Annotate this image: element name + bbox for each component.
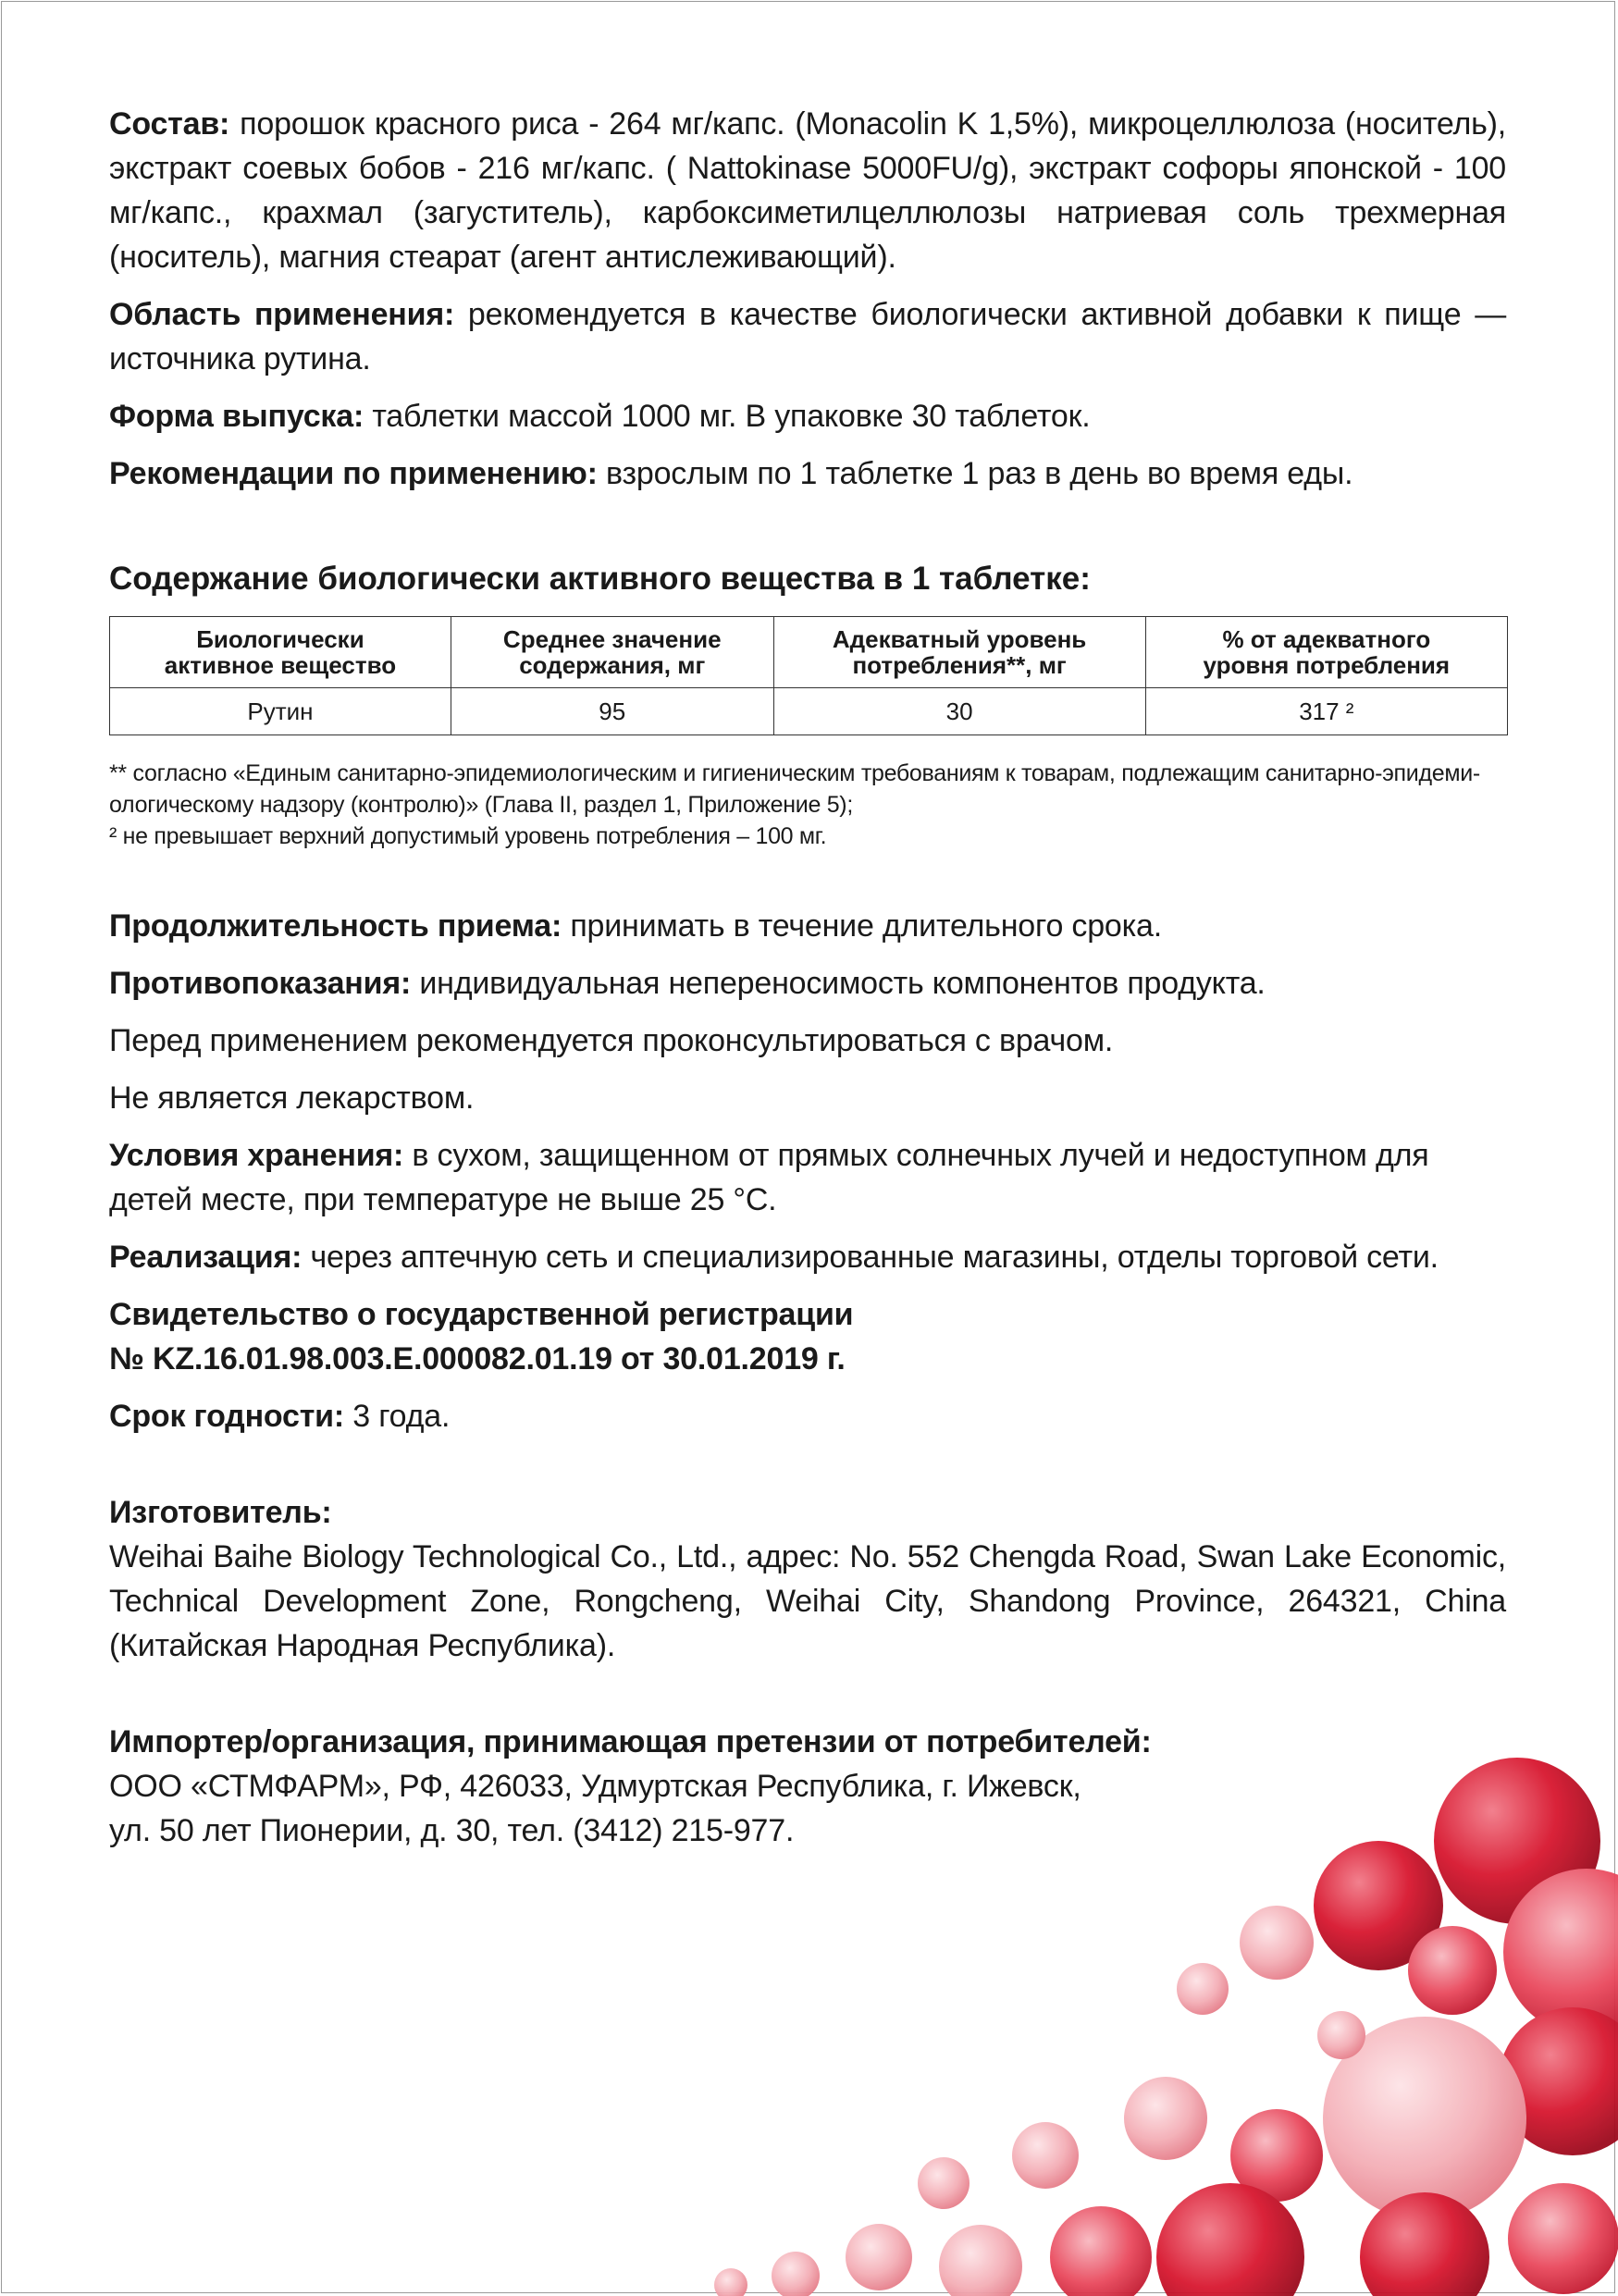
application-text: рекомендуется в качестве биологически активной добавки к пище — источника рутина. (109, 297, 1507, 376)
contraindications-text: индивидуальная непереносимость компонентов продукта. (419, 966, 1266, 1001)
table-cell-adequate: 30 (773, 688, 1145, 735)
table-row (110, 688, 1508, 735)
duration-paragraph (109, 904, 1506, 948)
recommendations-paragraph (109, 451, 1506, 496)
duration-text: принимать в течение длительного срока. (570, 908, 1162, 944)
form-text: таблетки массой 1000 мг. В упаковке 30 таблеток. (372, 399, 1091, 434)
composition-paragraph (109, 102, 1506, 279)
manufacturer-text: Weihai Baihe Biology Technological Co., Ltd., адрес: No. 552 Chengda Road, Swan Lake Economic, Technical Development Zone, Rongcheng, Weihai City, Shandong Province, 264321, China (Китайская Народная Республика). (109, 1539, 1506, 1663)
importer-line-2: ул. 50 лет Пионерии, д. 30, тел. (3412) 215-977. (109, 1813, 795, 1848)
document-body (109, 102, 1506, 1853)
registration-paragraph (109, 1292, 1506, 1381)
table-header-substance: Биологически активное вещество (110, 617, 451, 688)
table-header-adequate: Адекватный уровень потребления**, мг (773, 617, 1145, 688)
table-cell-percent: 317 ² (1145, 688, 1507, 735)
storage-paragraph (109, 1133, 1506, 1222)
table-cell-average: 95 (451, 688, 773, 735)
recommendations-label: Рекомендации по применению: (109, 456, 598, 491)
contraindications-paragraph (109, 961, 1506, 1006)
table-header-average: Среднее значение содержания, мг (451, 617, 773, 688)
sales-paragraph (109, 1235, 1506, 1279)
registration-line-2: № KZ.16.01.98.003.E.000082.01.19 от 30.01.2019 г. (109, 1341, 846, 1376)
form-label: Форма выпуска: (109, 399, 364, 434)
active-substance-table (109, 616, 1508, 735)
table-cell-substance: Рутин (110, 688, 451, 735)
table-header-row (110, 617, 1508, 688)
shelf-life-label: Срок годности: (109, 1399, 345, 1434)
table-header-percent: % от адекватного уровня потребления (1145, 617, 1507, 688)
table-title: Содержание биологически активного вещества в 1 таблетке: (109, 561, 1091, 597)
application-label: Область применения: (109, 297, 455, 332)
recommendations-text: взрослым по 1 таблетке 1 раз в день во время еды. (605, 456, 1353, 491)
duration-label: Продолжительность приема: (109, 908, 562, 944)
registration-line-1: Свидетельство о государственной регистрации (109, 1297, 854, 1332)
composition-label: Состав: (109, 106, 230, 142)
importer-line-1: ООО «СТМФАРМ», РФ, 426033, Удмуртская Республика, г. Ижевск, (109, 1769, 1081, 1804)
footnotes (109, 758, 1506, 852)
shelf-life-text: 3 года. (352, 1399, 451, 1434)
storage-text: в сухом, защищенном от прямых солнечных лучей и недоступном для детей месте, при температуре не выше 25 °С. (109, 1138, 1429, 1217)
importer-label: Импортер/организация, принимающая претензии от потребителей: (109, 1724, 1152, 1759)
application-paragraph (109, 292, 1506, 381)
sales-label: Реализация: (109, 1240, 303, 1275)
manufacturer-label: Изготовитель: (109, 1495, 332, 1530)
form-paragraph (109, 394, 1506, 438)
shelf-life-paragraph (109, 1394, 1506, 1438)
contraindications-label: Противопоказания: (109, 966, 412, 1001)
footnote-1: ** согласно «Единым санитарно-эпидемиологическим и гигиеническим требованиям к товарам, подлежащим санитарно-эпидеми-ологическому надзору (контролю)» (Глава II, раздел 1, Приложение 5); (109, 760, 1480, 818)
consult-paragraph: Перед применением рекомендуется проконсультироваться с врачом. (109, 1023, 1114, 1058)
sales-text: через аптечную сеть и специализированные магазины, отделы торговой сети. (310, 1240, 1439, 1275)
footnote-2: ² не превышает верхний допустимый уровень потребления – 100 мг. (109, 823, 827, 849)
not-drug-paragraph: Не является лекарством. (109, 1080, 475, 1116)
composition-text: порошок красного риса - 264 мг/капс. (Monacolin K 1,5%), микроцеллюлоза (носитель), экстракт соевых бобов - 216 мг/капс. ( Nattokinase 5000FU/g), экстракт софоры японской - 100 мг/капс., крахмал (загуститель), карбоксиметилцеллюлозы натриевая соль трехмерная (носитель), магния стеарат (агент антислеживающий). (109, 106, 1507, 275)
storage-label: Условия хранения: (109, 1138, 404, 1173)
